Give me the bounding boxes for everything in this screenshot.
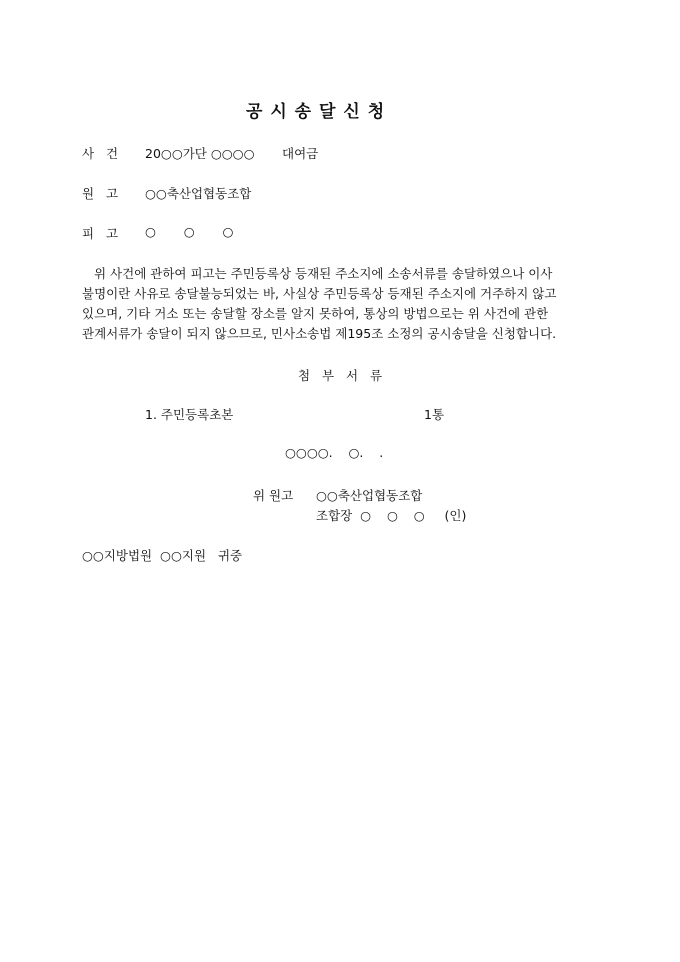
date-line: ○○○○. ○. .: [285, 445, 384, 460]
attachment-count: 1통: [424, 407, 445, 422]
court-addressee: ○○지방법원 ○○지원 귀중: [82, 548, 243, 563]
case-number: 20○○가단 ○○○○: [145, 146, 255, 161]
applicant-name: ○○축산업협동조합: [316, 488, 423, 503]
defendant-label: 피 고: [82, 226, 119, 241]
plaintiff-label: 원 고: [82, 186, 119, 201]
body-line: 관계서류가 송달이 되지 않으므로, 민사소송법 제195조 소정의 공시송달을 신청합니다.: [82, 326, 557, 341]
body-line: 불명이란 사유로 송달불능되었는 바, 사실상 주민등록상 등재된 주소지에 거주하지 않고: [82, 286, 557, 301]
body-line: 위 사건에 관하여 피고는 주민등록상 등재된 주소지에 소송서류를 송달하였으나 이사: [94, 266, 553, 281]
plaintiff-name: ○○축산업협동조합: [145, 186, 252, 201]
application-body: [82, 264, 602, 344]
case-name: 대여금: [282, 146, 319, 161]
representative-line: 조합장 ○ ○ ○ (인): [316, 508, 467, 523]
attachments-heading: 첨 부 서 류: [298, 368, 383, 383]
case-label: 사 건: [82, 146, 119, 161]
attachment-item: 1. 주민등록초본: [145, 407, 234, 422]
body-line: 있으며, 기타 거소 또는 송달할 장소를 알지 못하여, 통상의 방법으로는 위 사건에 관한: [82, 306, 549, 321]
defendant-name: ○ ○ ○: [145, 224, 234, 239]
document-title: 공 시 송 달 신 청: [246, 102, 386, 122]
applicant-prefix: 위 원고: [253, 488, 294, 503]
